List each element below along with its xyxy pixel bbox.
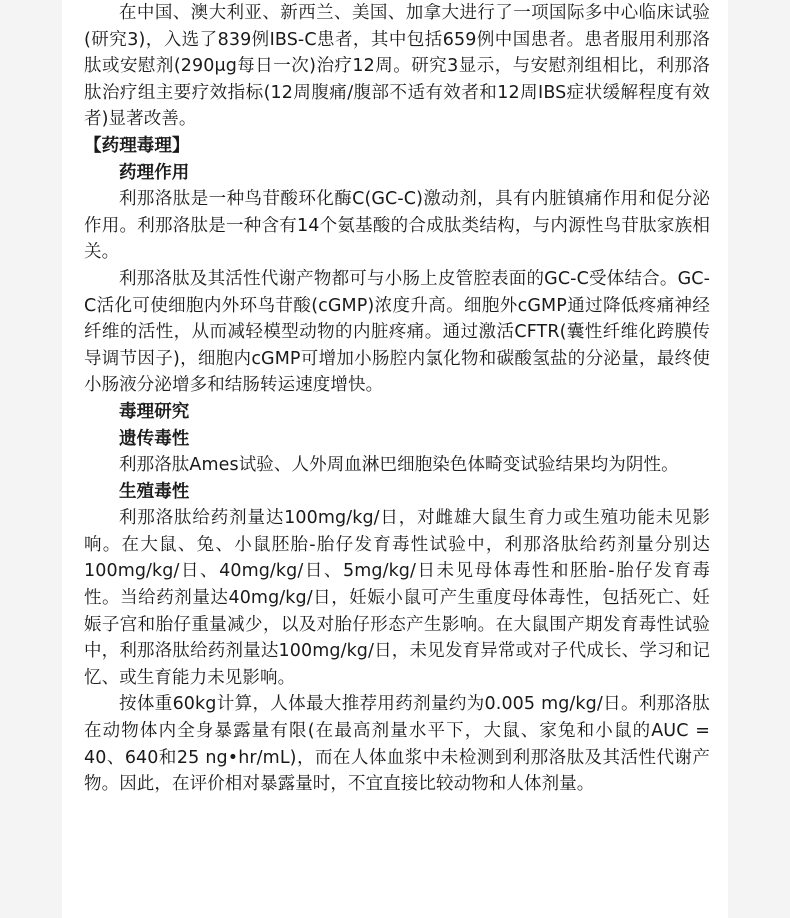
page-margin-left [0,0,62,918]
paragraph-pharmacology-2: 利那洛肽及其活性代谢产物都可与小肠上皮管腔表面的GC-C受体结合。GC-C活化可使细胞内外环鸟苷酸(cGMP)浓度升高。细胞外cGMP通过降低疼痛神经纤维的活性，从而减轻模型动物的内脏疼痛。通过激活CFTR(囊性纤维化跨膜传导调节因子)，细胞内cGMP可增加小肠腔内氯化物和碳酸氢盐的分泌量，最终使小肠液分泌增多和结肠转运速度增快。 [84,268,710,396]
subheading-reproductive-toxicity: 生殖毒性 [119,481,190,502]
section-heading-pharmacology-toxicology: 【药理毒理】 [84,135,190,156]
document-body [84,0,710,798]
subheading-pharmacology: 药理作用 [119,162,190,183]
paragraph-pharmacology-1: 利那洛肽是一种鸟苷酸环化酶C(GC-C)激动剂，具有内脏镇痛作用和促分泌作用。利那洛肽是一种含有14个氨基酸的合成肽类结构，与内源性鸟苷肽家族相关。 [84,189,710,263]
paragraph-reproductive-2: 按体重60kg计算，人体最大推荐用药剂量约为0.005 mg/kg/日。利那洛肽在动物体内全身暴露量有限(在最高剂量水平下，大鼠、家兔和小鼠的AUC = 40、640和25 ng•hr/mL)，而在人体血浆中未检测到利那洛肽及其活性代谢产物。因此，在评价相对暴露量时，不宜直接比较动物和人体剂量。 [84,694,710,795]
subheading-genotoxicity: 遗传毒性 [119,428,190,449]
paragraph-reproductive-1: 利那洛肽给药剂量达100mg/kg/日，对雌雄大鼠生育力或生殖功能未见影响。在大鼠、兔、小鼠胚胎-胎仔发育毒性试验中，利那洛肽给药剂量分别达100mg/kg/日、40mg/kg/日、5mg/kg/日未见母体毒性和胚胎-胎仔发育毒性。当给药剂量达40mg/kg/日，妊娠小鼠可产生重度母体毒性，包括死亡、妊娠子宫和胎仔重量减少，以及对胎仔形态产生影响。在大鼠围产期发育毒性试验中，利那洛肽给药剂量达100mg/kg/日，未见发育异常或对子代成长、学习和记忆、或生育能力未见影响。 [84,508,710,688]
subheading-toxicology: 毒理研究 [119,401,190,422]
paragraph-study3: 在中国、澳大利亚、新西兰、美国、加拿大进行了一项国际多中心临床试验(研究3)，入选了839例IBS-C患者，其中包括659例中国患者。患者服用利那洛肽或安慰剂(290μg每日一次)治疗12周。研究3显示，与安慰剂组相比，利那洛肽治疗组主要疗效指标(12周腹痛/腹部不适有效者和12周IBS症状缓解程度有效者)显著改善。 [84,3,710,130]
page-margin-right [728,0,790,918]
paragraph-genotoxicity: 利那洛肽Ames试验、人外周血淋巴细胞染色体畸变试验结果均为阴性。 [119,455,679,476]
